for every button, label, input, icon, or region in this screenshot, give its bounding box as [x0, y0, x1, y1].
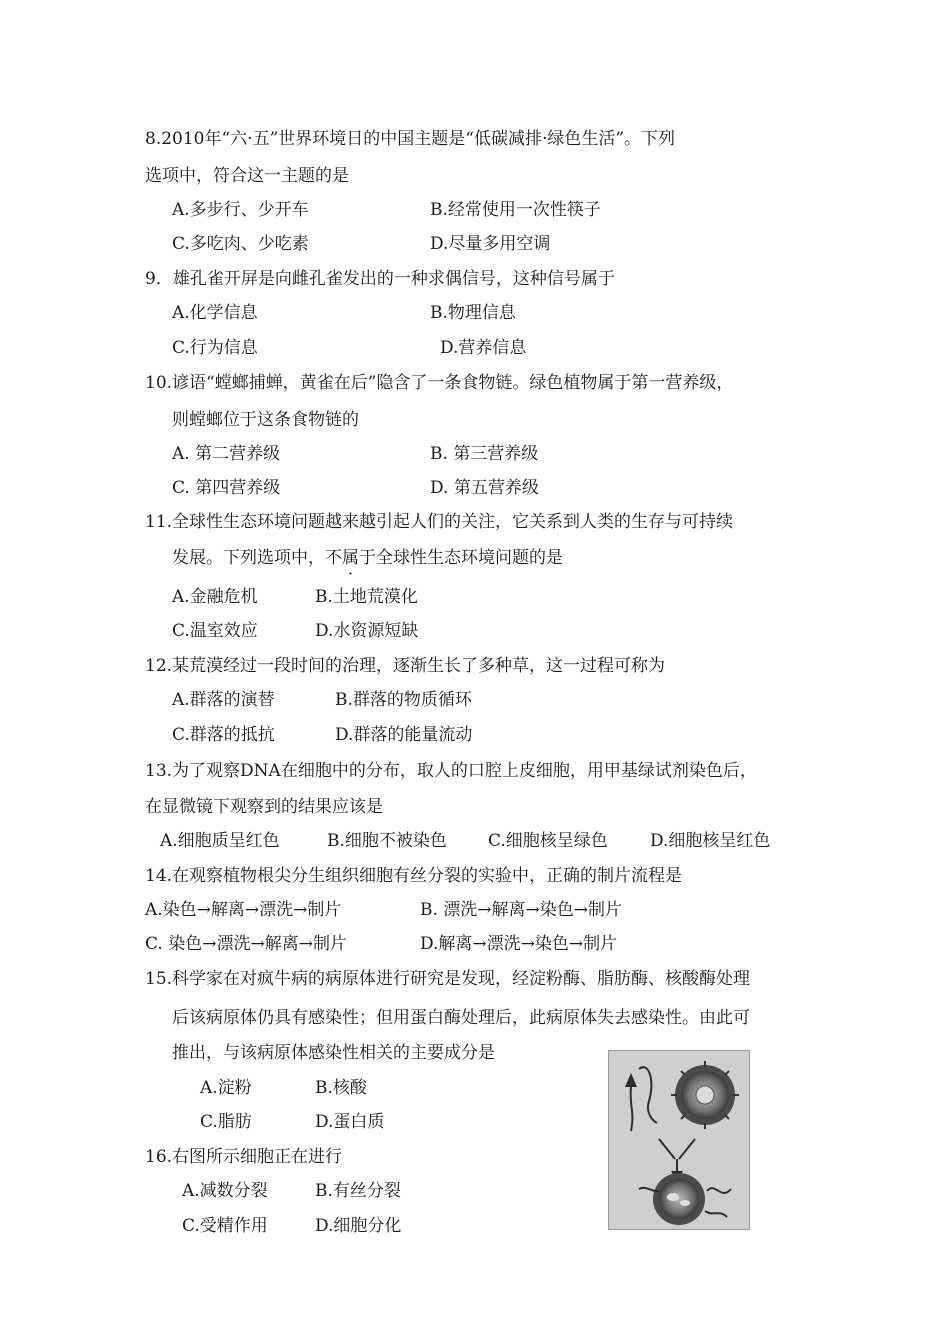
- q8-option-b: B.经常使用一次性筷子: [430, 200, 601, 220]
- q14-option-a: A.染色→解离→漂洗→制片: [145, 900, 342, 920]
- sperm-cell: [625, 1067, 657, 1131]
- q12-option-c: C.群落的抵抗: [172, 725, 275, 745]
- q11-stem-line-2-tail: 全球性生态环境问题的是: [376, 548, 563, 568]
- q15-option-c: C.脂肪: [200, 1112, 252, 1132]
- q8-option-a: A.多步行、少开车: [172, 200, 309, 220]
- fertilized-egg-cell: [639, 1173, 731, 1225]
- fertilization-illustration: [609, 1051, 749, 1229]
- q11-option-b: B.土地荒漠化: [315, 587, 418, 607]
- q9-option-a: A.化学信息: [172, 303, 258, 323]
- q15-option-d: D.蛋白质: [315, 1112, 385, 1132]
- q9-stem-line-1: 9．雄孔雀开屏是向雌孔雀发出的一种求偶信号，这种信号属于: [145, 269, 615, 289]
- q10-option-b: B. 第三营养级: [430, 444, 539, 464]
- egg-cell: [671, 1061, 739, 1129]
- q9-option-d: D.营养信息: [440, 338, 527, 358]
- q15-option-a: A.淀粉: [200, 1078, 252, 1098]
- q9-option-c: C.行为信息: [172, 338, 258, 358]
- q16-option-c: C.受精作用: [182, 1216, 268, 1236]
- q11-option-a: A.金融危机: [172, 587, 258, 607]
- q13-option-d: D.细胞核呈红色: [650, 831, 771, 851]
- q8-stem-line-1: 8.2010年“六·五”世界环境日的中国主题是“低碳减排·绿色生活”。下列: [145, 129, 676, 149]
- q14-option-b: B. 漂洗→解离→染色→制片: [420, 900, 623, 920]
- q13-stem-line-1: 13.为了观察DNA在细胞中的分布，取人的口腔上皮细胞，用甲基绿试剂染色后，: [145, 761, 757, 781]
- q11-stem-line-1: 11.全球性生态环境问题越来越引起人们的关注，它关系到人类的生存与可持续: [145, 512, 734, 532]
- q11-stem-line-2-lead: 发展。下列选项中，: [172, 548, 325, 568]
- q12-option-a: A.群落的演替: [172, 690, 275, 710]
- q11-option-c: C.温室效应: [172, 621, 258, 641]
- q11-emphasis-not-belong: 不属于: [325, 548, 376, 568]
- q8-stem-line-2: 选项中，符合这一主题的是: [145, 166, 349, 186]
- merge-arrow: [659, 1139, 695, 1179]
- q16-option-d: D.细胞分化: [315, 1216, 402, 1236]
- q10-option-a: A. 第二营养级: [172, 444, 281, 464]
- q15-stem-line-3: 推出，与该病原体感染性相关的主要成分是: [172, 1043, 495, 1063]
- q8-option-c: C.多吃肉、少吃素: [172, 234, 309, 254]
- q15-stem-line-1: 15.科学家在对疯牛病的病原体进行研究是发现，经淀粉酶、脂肪酶、核酸酶处理: [145, 969, 751, 989]
- q12-option-b: B.群落的物质循环: [335, 690, 472, 710]
- q14-stem-line-1: 14.在观察植物根尖分生组织细胞有丝分裂的实验中，正确的制片流程是: [145, 866, 683, 886]
- q16-option-a: A.减数分裂: [182, 1181, 268, 1201]
- q10-option-c: C. 第四营养级: [172, 478, 281, 498]
- q14-option-d: D.解离→漂洗→染色→制片: [420, 934, 618, 954]
- q13-option-c: C.细胞核呈绿色: [488, 831, 608, 851]
- q13-option-a: A.细胞质呈红色: [160, 831, 280, 851]
- q11-option-d: D.水资源短缺: [315, 621, 419, 641]
- q15-stem-line-2: 后该病原体仍具有感染性；但用蛋白酶处理后，此病原体失去感染性。由此可: [172, 1008, 750, 1028]
- q10-stem-line-1: 10.谚语“螳螂捕蝉，黄雀在后”隐含了一条食物链。绿色植物属于第一营养级，: [145, 373, 734, 393]
- q14-option-c: C. 染色→漂洗→解离→制片: [145, 934, 347, 954]
- q9-option-b: B.物理信息: [430, 303, 516, 323]
- fertilization-figure: [608, 1050, 750, 1230]
- q12-option-d: D.群落的能量流动: [335, 725, 473, 745]
- q8-option-d: D.尽量多用空调: [430, 234, 551, 254]
- q15-option-b: B.核酸: [315, 1078, 367, 1098]
- q16-stem-line-1: 16.右图所示细胞正在进行: [145, 1147, 343, 1167]
- q11-stem-line-2: [172, 546, 563, 570]
- q12-stem-line-1: 12.某荒漠经过一段时间的治理，逐渐生长了多种草，这一过程可称为: [145, 656, 666, 676]
- q10-stem-line-2: 则螳螂位于这条食物链的: [172, 410, 359, 430]
- q13-option-b: B.细胞不被染色: [327, 831, 447, 851]
- q10-option-d: D. 第五营养级: [430, 478, 539, 498]
- q13-stem-line-2: 在显微镜下观察到的结果应该是: [145, 797, 383, 817]
- q16-option-b: B.有丝分裂: [315, 1181, 401, 1201]
